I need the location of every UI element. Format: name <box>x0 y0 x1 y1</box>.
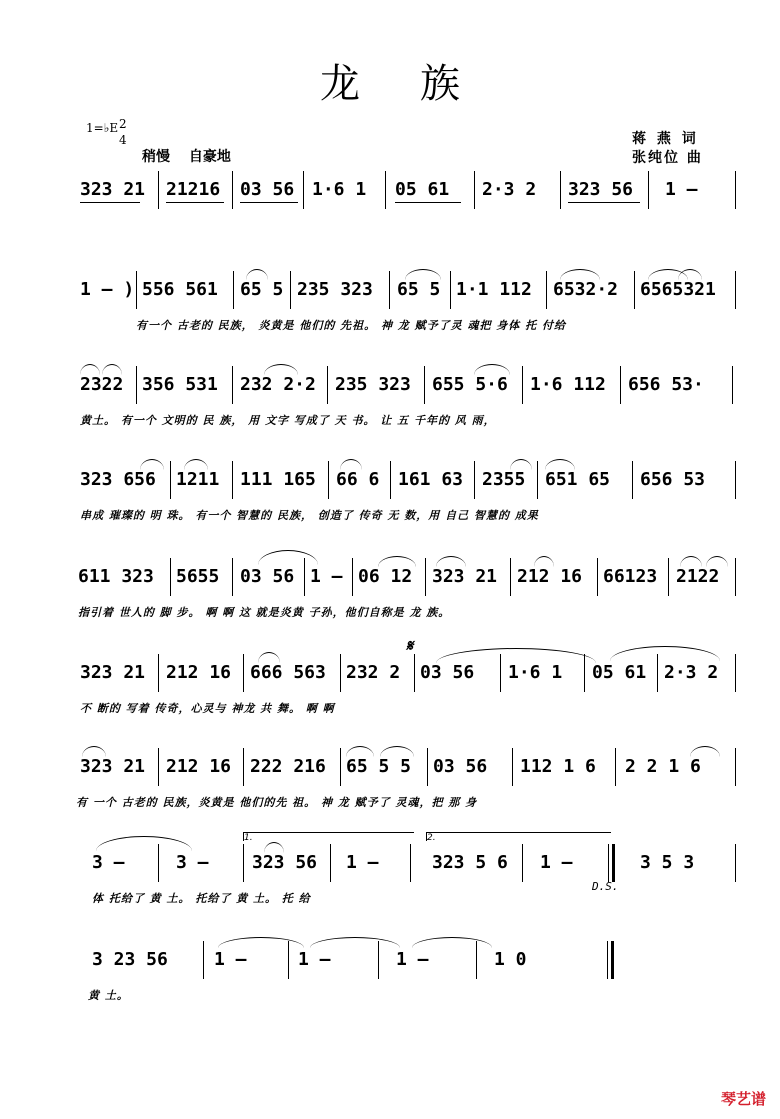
barline <box>735 558 736 596</box>
slur <box>436 648 596 663</box>
barline <box>648 171 649 209</box>
barline <box>389 271 390 309</box>
barline <box>232 171 233 209</box>
measure: 212 16 <box>517 566 583 587</box>
staff-row-2 <box>0 275 780 355</box>
slur <box>340 459 362 470</box>
measure: 03 56 <box>240 179 295 200</box>
lyrics-line: 有 一个 古老的 民族，炎黄是 他们的先 祖。 神 龙 赋予了 灵魂，把 那 身 <box>76 796 478 809</box>
slur <box>346 746 374 757</box>
measure: 556 561 <box>142 279 218 300</box>
staff-row-5 <box>0 562 780 642</box>
measure: 05 61 <box>592 662 647 683</box>
measure: 235 323 <box>335 374 411 395</box>
slur <box>610 646 720 661</box>
barline <box>170 558 171 596</box>
measure: 235 323 <box>297 279 373 300</box>
staff-row-1 <box>0 175 780 255</box>
barline <box>632 461 633 499</box>
barline <box>634 271 635 309</box>
lyrics-line: 黄土。 有一个 文明的 民 族， 用 文字 写成了 天 书。 让 五 千年的 风 雨， <box>80 414 496 427</box>
barline <box>522 844 523 882</box>
measure: 65 5 5 <box>346 756 412 777</box>
measure: 651 65 <box>545 469 611 490</box>
lyrics-line: 体 托给了 黄 土。 托给了 黄 土。 托 给 <box>92 892 311 905</box>
slur <box>246 269 268 280</box>
barline <box>352 558 353 596</box>
measure: 05 61 <box>395 179 450 200</box>
measure: 161 63 <box>398 469 464 490</box>
lyrics-line: 不 断的 写着 传奇，心灵与 神龙 共 舞。 啊 啊 <box>80 702 335 715</box>
barline <box>474 461 475 499</box>
barline <box>136 366 137 404</box>
final-barline <box>607 941 614 979</box>
measure: 65 5 <box>240 279 284 300</box>
slur <box>436 556 466 567</box>
measure: 1 – <box>396 949 429 970</box>
time-signature <box>119 116 127 148</box>
measure: 66 6 <box>336 469 380 490</box>
measure: 1·6 112 <box>530 374 606 395</box>
barline <box>340 654 341 692</box>
barline double <box>410 844 411 882</box>
lyrics-line: 有一个 古老的 民族， 炎黄是 他们的 先祖。 神 龙 赋予了灵 魂把 身体 托 付给 <box>136 319 566 332</box>
measure: 3 – <box>176 852 209 873</box>
barline <box>427 748 428 786</box>
barline <box>243 844 244 882</box>
measure: 03 56 <box>420 662 475 683</box>
lyrics-line: 黄 土。 <box>88 989 129 1002</box>
slur <box>102 364 122 375</box>
barline <box>203 941 204 979</box>
barline <box>414 654 415 692</box>
beam <box>395 202 461 203</box>
barline <box>474 171 475 209</box>
measure: 323 21 <box>80 179 146 200</box>
measure: 2322 <box>80 374 124 395</box>
slur <box>405 269 441 280</box>
dal-segno: D.S. <box>592 880 619 893</box>
tempo-marking: 稍慢 自豪地 <box>142 149 231 165</box>
measure: 6532·2 <box>553 279 619 300</box>
measure: 656 53 <box>640 469 706 490</box>
measure: 2·3 2 <box>482 179 537 200</box>
measure: 21216 <box>166 179 221 200</box>
measure: 1·6 1 <box>508 662 563 683</box>
measure: 323 21 <box>80 756 146 777</box>
measure: 1 0 <box>494 949 527 970</box>
barline <box>158 654 159 692</box>
barline <box>232 366 233 404</box>
lyrics-line: 串成 璀璨的 明 珠。 有一个 智慧的 民族， 创造了 传奇 无 数，用 自己 智慧的 成果 <box>80 509 539 522</box>
barline <box>735 171 736 209</box>
slur <box>474 364 510 375</box>
measure: 323 21 <box>80 662 146 683</box>
barline <box>425 558 426 596</box>
time-bottom: 4 <box>119 133 127 147</box>
slur <box>258 652 280 663</box>
volta-second: 2. <box>426 832 611 841</box>
measure: 655 5·6 <box>432 374 508 395</box>
barline <box>597 558 598 596</box>
barline <box>732 366 733 404</box>
measure: 1 – <box>310 566 343 587</box>
measure: 3 23 56 <box>92 949 168 970</box>
beam <box>240 202 298 203</box>
barline <box>450 271 451 309</box>
staff-row-3 <box>0 370 780 450</box>
volta-first: 1. <box>243 832 414 841</box>
final-barline <box>608 844 615 882</box>
measure: 212 16 <box>166 662 232 683</box>
measure: 06 12 <box>358 566 413 587</box>
measure: 611 323 <box>78 566 154 587</box>
measure: 3 5 3 <box>640 852 695 873</box>
barline <box>232 558 233 596</box>
barline <box>510 558 511 596</box>
barline <box>522 366 523 404</box>
barline <box>330 844 331 882</box>
measure: 111 165 <box>240 469 316 490</box>
measure: 2122 <box>676 566 720 587</box>
barline <box>340 748 341 786</box>
slur <box>140 459 164 470</box>
measure: 323 5 6 <box>432 852 508 873</box>
beam <box>568 202 640 203</box>
slur <box>560 269 600 280</box>
lyrics-line: 指引着 世人的 脚 步。 啊 啊 这 就是炎黄 子孙，他们自称是 龙 族。 <box>78 606 451 619</box>
measure: 232 2·2 <box>240 374 316 395</box>
barline <box>243 748 244 786</box>
staff-row-6 <box>0 636 780 738</box>
beam <box>166 202 224 203</box>
beam <box>80 202 140 203</box>
barline <box>546 271 547 309</box>
slur <box>378 556 416 567</box>
barline <box>735 748 736 786</box>
key-signature: 1=♭E <box>86 121 119 135</box>
staff-row-9 <box>0 945 780 1025</box>
measure: 232 2 <box>346 662 401 683</box>
slur <box>690 746 720 757</box>
measure: 112 1 6 <box>520 756 596 777</box>
barline <box>158 748 159 786</box>
measure: 222 216 <box>250 756 326 777</box>
barline <box>424 366 425 404</box>
measure: 323 656 <box>80 469 156 490</box>
barline <box>170 461 171 499</box>
measure: 356 531 <box>142 374 218 395</box>
barline <box>735 461 736 499</box>
barline <box>735 844 736 882</box>
barline <box>290 271 291 309</box>
slur <box>264 842 284 853</box>
lyricist-credit: 蒋 燕 词 <box>632 131 699 147</box>
measure: 1 – <box>298 949 331 970</box>
measure: 1 – <box>214 949 247 970</box>
barline <box>668 558 669 596</box>
segno-mark: 𝄋 <box>406 636 413 655</box>
measure: 2 2 1 6 <box>625 756 701 777</box>
barline <box>735 654 736 692</box>
measure: 1 – <box>540 852 573 873</box>
slur <box>82 746 106 757</box>
slur <box>680 556 702 567</box>
measure: 1211 <box>176 469 220 490</box>
slur <box>678 269 702 280</box>
barline <box>512 748 513 786</box>
slur <box>412 937 492 948</box>
slur <box>80 364 100 375</box>
staff-row-4 <box>0 465 780 545</box>
barline <box>390 461 391 499</box>
barline <box>560 171 561 209</box>
measure: 03 56 <box>240 566 295 587</box>
slur <box>218 937 304 948</box>
barline <box>233 271 234 309</box>
slur <box>184 459 208 470</box>
barline <box>243 654 244 692</box>
barline <box>327 366 328 404</box>
measure: 65 5 <box>397 279 441 300</box>
composer-credit: 张纯位 曲 <box>632 150 703 166</box>
slur <box>706 556 728 567</box>
measure: 66123 <box>603 566 658 587</box>
measure: 1·6 1 <box>312 179 367 200</box>
measure: 323 56 <box>252 852 318 873</box>
barline <box>328 461 329 499</box>
measure: 1 – ) <box>80 279 135 300</box>
slur <box>534 556 554 567</box>
measure: 212 16 <box>166 756 232 777</box>
slur <box>258 550 318 565</box>
measure: 1 – <box>346 852 379 873</box>
slur <box>96 836 192 851</box>
measure: 2·3 2 <box>664 662 719 683</box>
barline <box>735 271 736 309</box>
measure: 323 21 <box>432 566 498 587</box>
measure: 5655 <box>176 566 220 587</box>
staff-row-8 <box>0 833 780 928</box>
measure: 03 56 <box>433 756 488 777</box>
page-title: 龙族 <box>320 61 520 107</box>
slur <box>310 937 400 948</box>
slur <box>510 459 532 470</box>
measure: 2355 <box>482 469 526 490</box>
barline <box>537 461 538 499</box>
staff-row-7 <box>0 752 780 832</box>
slur <box>380 746 414 757</box>
measure: 656 53· <box>628 374 704 395</box>
measure: 1·1 112 <box>456 279 532 300</box>
barline <box>158 171 159 209</box>
measure: 1 – <box>665 179 698 200</box>
measure: 323 56 <box>568 179 634 200</box>
barline <box>385 171 386 209</box>
barline <box>232 461 233 499</box>
barline <box>615 748 616 786</box>
barline <box>620 366 621 404</box>
barline <box>303 171 304 209</box>
time-top: 2 <box>119 117 127 131</box>
slur <box>264 364 298 375</box>
measure: 6565321 <box>640 279 716 300</box>
measure: 3 – <box>92 852 125 873</box>
measure: 666 563 <box>250 662 326 683</box>
barline <box>136 271 137 309</box>
slur <box>545 459 575 470</box>
site-watermark: 琴艺谱 <box>720 1090 766 1108</box>
